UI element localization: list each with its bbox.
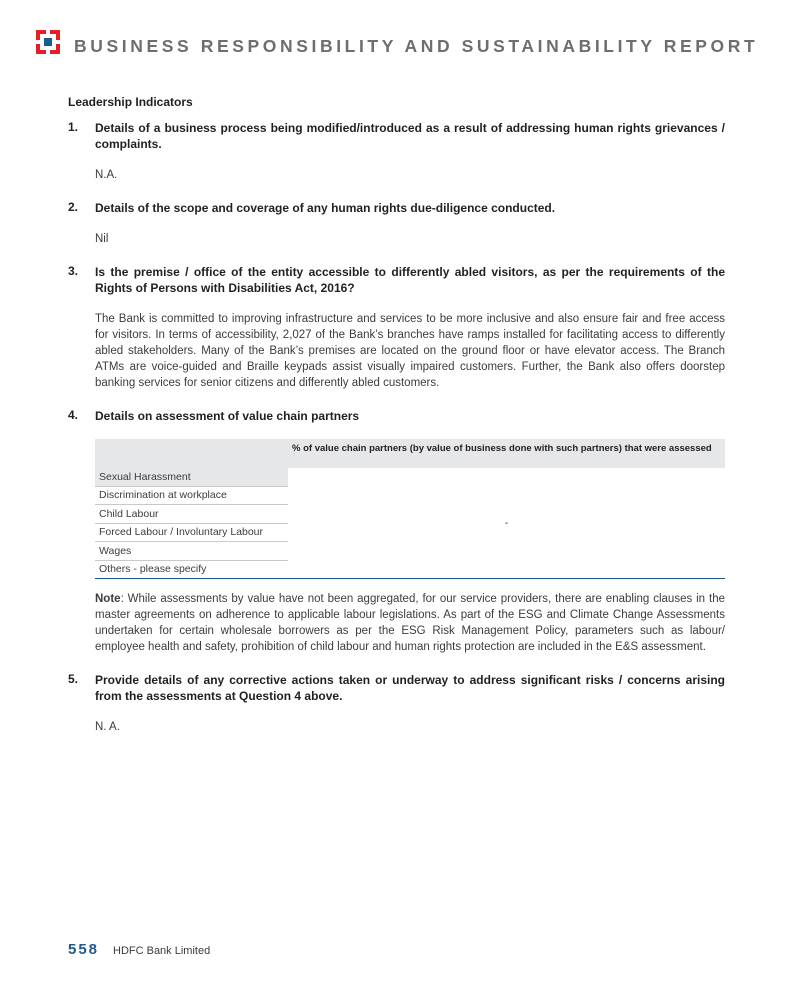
table-header-blank: [95, 439, 288, 468]
question-3-text: Is the premise / office of the entity accessible to differently abled visitors, as per the requirements of the Rights of Persons with Disabilities Act, 2016?: [95, 265, 725, 295]
value-chain-assessment-table: [95, 439, 725, 579]
table-row: [95, 468, 725, 486]
table-row-label: Discrimination at workplace: [95, 486, 288, 505]
table-value-cell: -: [504, 517, 509, 529]
report-title: BUSINESS RESPONSIBILITY AND SUSTAINABILITY REPORT: [74, 36, 759, 56]
question-2-answer: Nil: [95, 233, 109, 245]
note-label: Note: [95, 593, 121, 605]
table-row-label: Others - please specify: [99, 563, 207, 576]
section-heading: Leadership Indicators: [68, 95, 193, 109]
table-row-label: Sexual Harassment: [95, 468, 288, 486]
question-3-number: 3.: [68, 264, 79, 278]
question-4-text: Details on assessment of value chain partners: [95, 409, 360, 423]
question-5-answer: N. A.: [95, 721, 120, 733]
note-paragraph: [95, 591, 725, 655]
question-3-answer: The Bank is committed to improving infrastructure and services to be more inclusive and also ensure fair and free access for visitors. In terms of accessibility, 2,027 of the Bank’s branches have ramps installed for facilitating access to differently abled stakeholders. Many of the Bank’s premises are located on the ground floor or have elevator access. The Branch ATMs are voice-guided and Braille keypads assist visually impaired customers. Further, the Bank also offers doorstep banking services for senior citizens and differently abled customers.: [95, 313, 725, 389]
footer-company-name: HDFC Bank Limited: [113, 945, 211, 957]
question-2-text: Details of the scope and coverage of any human rights due-diligence conducted.: [95, 201, 556, 215]
table-row-label: Forced Labour / Involuntary Labour: [95, 523, 288, 542]
question-5-text: Provide details of any corrective actions taken or underway to address significant risks / concerns arising from the assessments at Question 4 above.: [95, 673, 725, 703]
table-row-label: Child Labour: [95, 505, 288, 524]
question-5-number: 5.: [68, 672, 79, 686]
table-row-label: Wages: [95, 542, 288, 561]
question-2-number: 2.: [68, 200, 79, 214]
note-text: : While assessments by value have not been aggregated, for our service providers, there are enabling clauses in the master agreements on adherence to applicable labour legislations. As part of the ESG and Climate Change Assessments undertaken for certain wholesale borrowers as per the ESG Risk Management Policy, parameters such as labour/ employee health and safety, prohibition of child labour and human rights protection are included in the E&S assessment.: [95, 593, 725, 653]
question-1-answer: N.A.: [95, 169, 118, 181]
table-header-row: [95, 439, 725, 468]
question-4-number: 4.: [68, 408, 79, 422]
table-header-percentage: % of value chain partners (by value of business done with such partners) that were assessed: [288, 439, 725, 468]
question-1-text: Details of a business process being modified/introduced as a result of addressing human rights grievances / complaints.: [95, 121, 725, 151]
page-number: 558: [68, 941, 100, 958]
question-1-number: 1.: [68, 120, 79, 134]
hdfc-logo-icon: [36, 30, 60, 54]
